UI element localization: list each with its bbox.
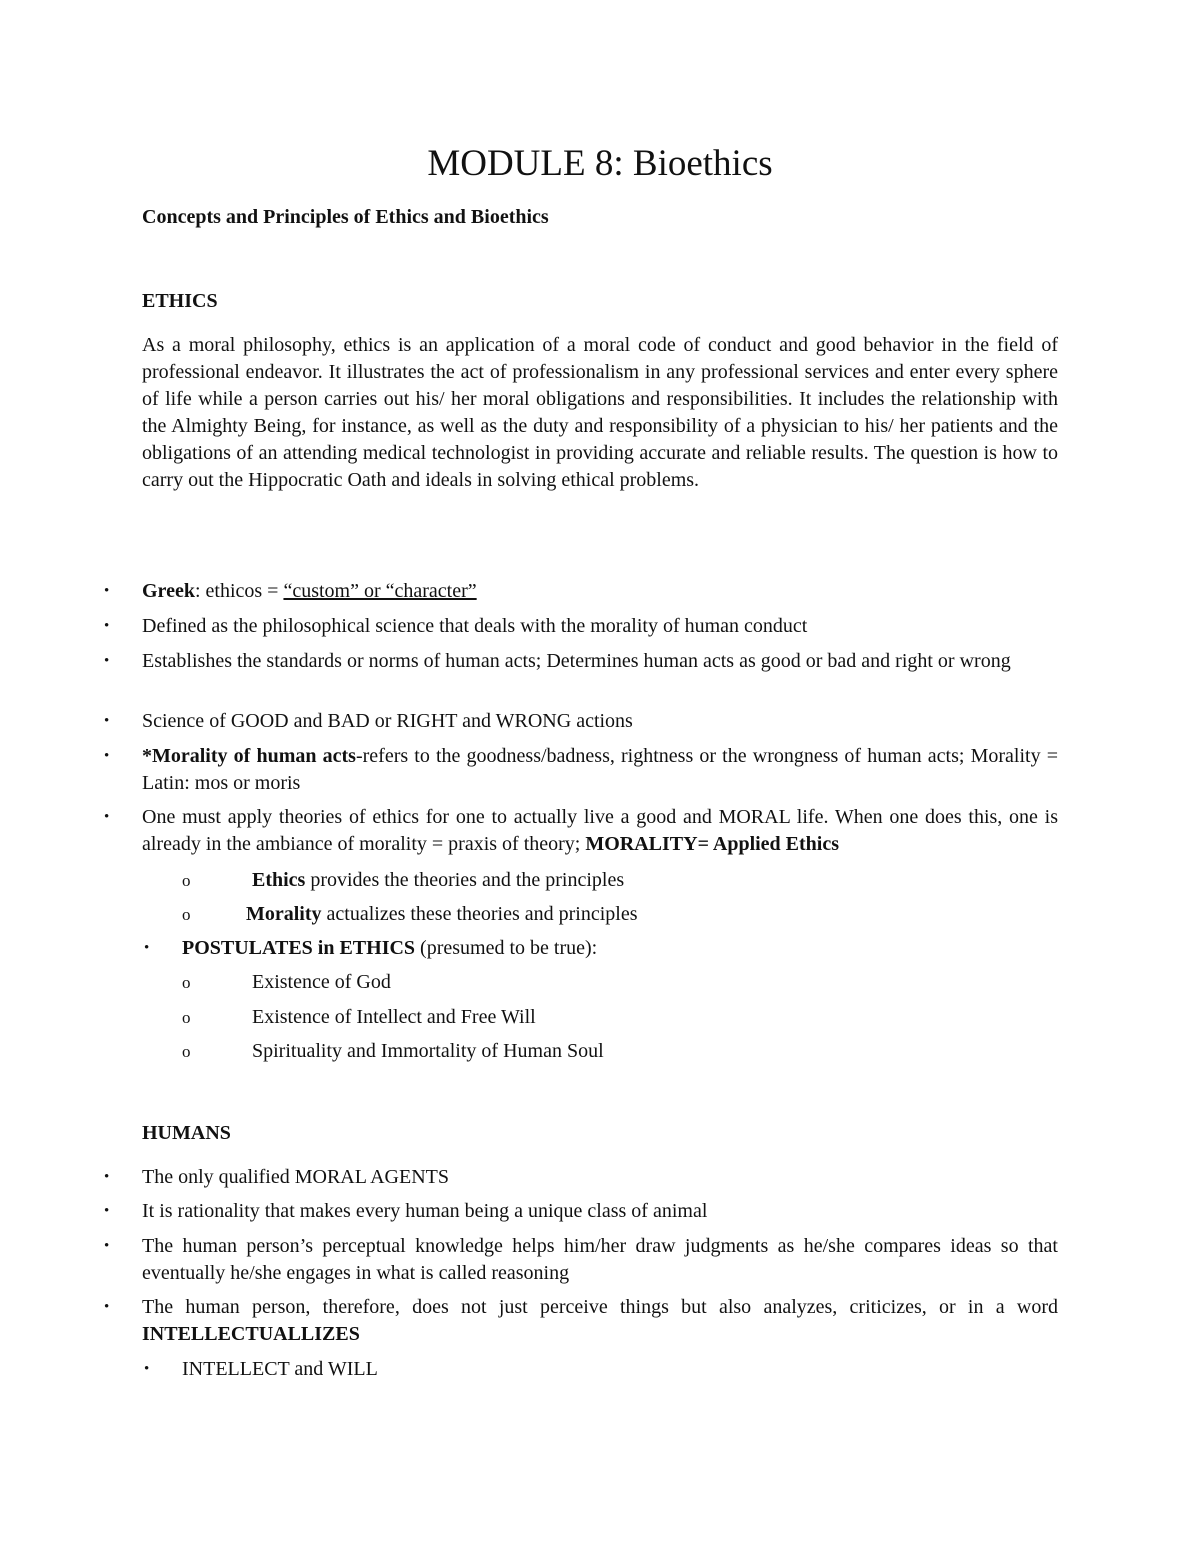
humans-item: The human person’s perceptual knowledge helps him/her draw judgments as he/she compares ideas so that eventually he/she engages in what is called reasoning	[142, 1235, 1058, 1284]
ethics-paragraph: As a moral philosophy, ethics is an application of a moral code of conduct and good behavior in the field of professional endeavor. It illustrates the act of professionalism in any professional services and enter every sphere of life while a person carries out his/ her moral obligations and responsibilities. It includes the relationship with the Almighty Being, for instance, as well as the duty and responsibility of a physician to his/ her patients and the obligations of an attending medical technologist in providing accurate and reliable results. The question is how to carry out the Hippocratic Oath and ideals in solving ethical problems.	[142, 334, 1058, 491]
morality-rest: -refers to the goodness/badness, rightness or the wrongness of human acts; Morality = Latin: mos or moris	[142, 745, 1059, 794]
humans-item: The only qualified MORAL AGENTS	[142, 1166, 450, 1188]
postulates-label: POSTULATES in ETHICS	[182, 937, 416, 959]
bullet-marker: •	[104, 1299, 110, 1315]
sub-morality-label: Morality	[246, 903, 322, 925]
bullet-marker: •	[104, 653, 110, 669]
humans-heading: HUMANS	[142, 1122, 231, 1144]
list-item-science: Science of GOOD and BAD or RIGHT and WRONG actions	[142, 710, 633, 732]
sub-ethics-label: Ethics	[252, 869, 306, 891]
bullet-marker: •	[104, 583, 110, 599]
sub-bullet-marker: o	[182, 1042, 191, 1061]
humans-b4-text: The human person, therefore, does not just perceive things but also analyzes, criticizes, or in a word	[142, 1296, 1058, 1318]
sub-bullet-marker: o	[182, 973, 191, 992]
sub-bullet-marker: o	[182, 905, 191, 924]
greek-label: Greek	[142, 580, 195, 602]
list-item-defined: Defined as the philosophical science that deals with the morality of human conduct	[142, 615, 808, 637]
list-item-greek	[142, 578, 1058, 605]
bullet-marker: •	[104, 809, 110, 825]
postulate-item: Existence of Intellect and Free Will	[252, 1006, 536, 1028]
bullet-marker: •	[104, 1238, 110, 1254]
postulate-item: Spirituality and Immortality of Human Soul	[252, 1040, 604, 1062]
sub-bullet-marker: o	[182, 1008, 191, 1027]
sub-bullet-marker: o	[182, 871, 191, 890]
greek-definition: “custom” or “character”	[283, 580, 477, 602]
page-subtitle: Concepts and Principles of Ethics and Bioethics	[142, 206, 549, 228]
bullet-marker: •	[144, 940, 150, 956]
sub-ethics-rest: provides the theories and the principles	[305, 869, 625, 891]
humans-b4-bold: INTELLECTUALLIZES	[142, 1323, 360, 1345]
list-item-postulates	[182, 935, 1058, 962]
sub-item-ethics	[252, 867, 1058, 894]
greek-rest: : ethicos =	[194, 580, 284, 602]
sub-morality-rest: actualizes these theories and principles	[321, 903, 638, 925]
apply-bold: MORALITY= Applied Ethics	[585, 833, 840, 855]
bullet-marker: •	[144, 1361, 150, 1377]
sub-item-morality	[246, 901, 1058, 928]
list-item-establishes: Establishes the standards or norms of human acts; Determines human acts as good or bad and right or wrong	[142, 650, 1011, 672]
ethics-heading: ETHICS	[142, 290, 218, 312]
humans-item: INTELLECT and WILL	[182, 1358, 378, 1380]
humans-item: It is rationality that makes every human being a unique class of animal	[142, 1200, 708, 1222]
list-item-morality	[142, 743, 1058, 797]
morality-label: *Morality of human acts	[142, 745, 356, 767]
apply-text: One must apply theories of ethics for one to actually live a good and MORAL life. When one does this, one is already in the ambiance of morality = praxis of theory;	[142, 806, 1058, 855]
postulate-item: Existence of God	[252, 971, 391, 993]
postulates-rest: (presumed to be true):	[415, 937, 598, 959]
bullet-marker: •	[104, 713, 110, 729]
bullet-marker: •	[104, 1203, 110, 1219]
humans-item	[142, 1294, 1058, 1348]
bullet-marker: •	[104, 618, 110, 634]
page-title: MODULE 8: Bioethics	[427, 143, 773, 184]
bullet-marker: •	[104, 748, 110, 764]
bullet-marker: •	[104, 1169, 110, 1185]
list-item-apply	[142, 804, 1058, 858]
